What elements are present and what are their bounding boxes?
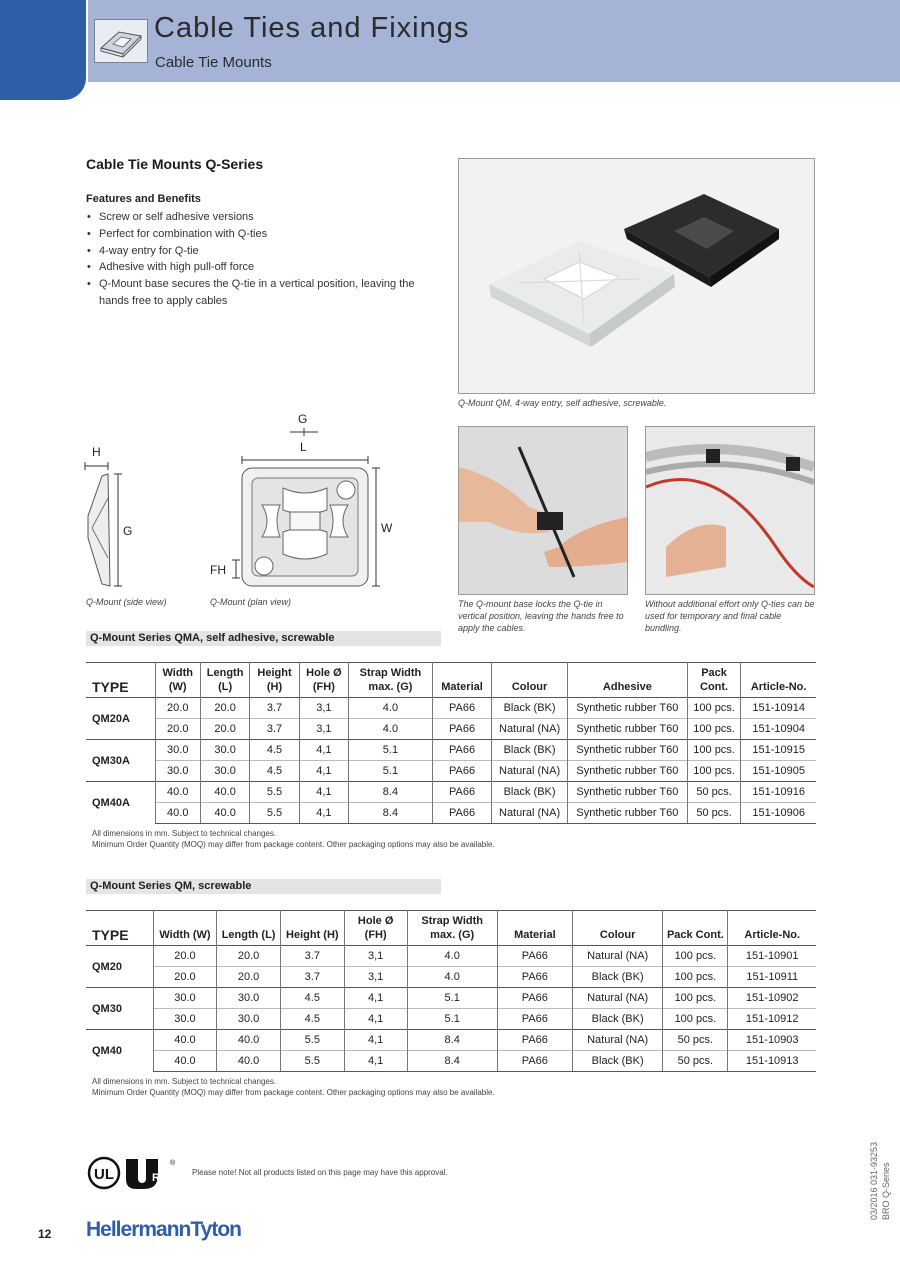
table-row — [86, 988, 816, 1009]
cell: 20.0 — [153, 946, 216, 967]
table-row — [86, 740, 816, 761]
cell: 100 pcs. — [663, 1009, 728, 1030]
cell: Black (BK) — [492, 698, 568, 719]
cell: 151-10901 — [728, 946, 816, 967]
ul-logo-text: UL — [94, 1166, 114, 1183]
cell: 8.4 — [407, 1030, 497, 1051]
cable-tie-mount-icon — [94, 19, 148, 63]
plan-view-diagram — [228, 420, 388, 600]
cell: Synthetic rubber T60 — [567, 740, 687, 761]
cell: 5.5 — [250, 782, 299, 803]
cell: 30.0 — [200, 740, 249, 761]
col-width: Width (W) — [153, 911, 216, 946]
cell: 20.0 — [155, 698, 200, 719]
cell: PA66 — [497, 946, 572, 967]
note-line: Minimum Order Quantity (MOQ) may differ from package content. Other packaging options may also be available. — [92, 840, 495, 849]
cell: 5.1 — [407, 988, 497, 1009]
table-row — [86, 967, 816, 988]
type-cell: QM40A — [86, 782, 155, 824]
cell: PA66 — [497, 1051, 572, 1072]
cell: 100 pcs. — [687, 698, 740, 719]
type-cell: QM40 — [86, 1030, 153, 1072]
col-material: Material — [432, 663, 491, 698]
cell: 100 pcs. — [687, 761, 740, 782]
cell: PA66 — [432, 782, 491, 803]
cell: PA66 — [432, 803, 491, 824]
feature-item: • Q-Mount base secures the Q-tie in a vertical position, leaving the hands free to apply cables — [86, 276, 426, 310]
cell: 100 pcs. — [687, 740, 740, 761]
cell: 40.0 — [153, 1051, 216, 1072]
feature-item: • Perfect for combination with Q-ties — [86, 226, 426, 243]
cell: 151-10902 — [728, 988, 816, 1009]
cell: 4.0 — [407, 967, 497, 988]
cell: Black (BK) — [573, 1051, 663, 1072]
cell: 40.0 — [155, 803, 200, 824]
col-strap-width: Strap Width max. (G) — [349, 663, 433, 698]
label-g-top: G — [298, 412, 308, 426]
cell: 151-10906 — [741, 803, 816, 824]
cell: 4,1 — [344, 1009, 407, 1030]
cell: PA66 — [432, 761, 491, 782]
cell: PA66 — [497, 988, 572, 1009]
cell: 100 pcs. — [687, 719, 740, 740]
table2-title: Q-Mount Series QM, screwable — [86, 879, 441, 894]
cell: Natural (NA) — [573, 946, 663, 967]
cell: 30.0 — [200, 761, 249, 782]
table-row — [86, 719, 816, 740]
cell: 3,1 — [299, 719, 348, 740]
registered-mark: ® — [170, 1160, 176, 1167]
cell: 30.0 — [217, 988, 281, 1009]
cell: 4,1 — [344, 1051, 407, 1072]
hand-photo-right — [645, 426, 815, 595]
col-material: Material — [497, 911, 572, 946]
col-strap-width: Strap Width max. (G) — [407, 911, 497, 946]
cell: 3.7 — [250, 719, 299, 740]
col-type: TYPE — [92, 679, 129, 695]
side-view-caption: Q-Mount (side view) — [86, 597, 167, 607]
col-hole: Hole Ø (FH) — [299, 663, 348, 698]
cell: PA66 — [432, 719, 491, 740]
cell: Black (BK) — [573, 967, 663, 988]
note-line: All dimensions in mm. Subject to technical changes. — [92, 829, 277, 838]
features-title: Features and Benefits — [86, 193, 201, 205]
col-height: Height (H) — [280, 911, 344, 946]
cell: 5.1 — [349, 761, 433, 782]
cell: 4,1 — [299, 761, 348, 782]
cell: 5.1 — [407, 1009, 497, 1030]
col-height: Height (H) — [250, 663, 299, 698]
document-series: BRO Q-Series — [881, 1162, 891, 1220]
cell: 151-10912 — [728, 1009, 816, 1030]
cell: 8.4 — [407, 1051, 497, 1072]
cell: Black (BK) — [573, 1009, 663, 1030]
type-cell: QM20A — [86, 698, 155, 740]
hand-photo-right-caption: Without additional effort only Q-ties can be used for temporary and final cable bundling. — [645, 599, 815, 633]
cell: 151-10916 — [741, 782, 816, 803]
cell: Black (BK) — [492, 782, 568, 803]
cell: 8.4 — [349, 803, 433, 824]
table1-title: Q-Mount Series QMA, self adhesive, screwable — [86, 631, 441, 646]
cell: 3.7 — [280, 946, 344, 967]
cell: 50 pcs. — [663, 1030, 728, 1051]
cell: 4.0 — [349, 698, 433, 719]
cell: 30.0 — [153, 1009, 216, 1030]
ul-approval-logos — [86, 1155, 176, 1191]
cell: 50 pcs. — [687, 782, 740, 803]
cell: Synthetic rubber T60 — [567, 761, 687, 782]
feature-item: • 4-way entry for Q-tie — [86, 243, 426, 260]
cell: Synthetic rubber T60 — [567, 803, 687, 824]
cell: 50 pcs. — [663, 1051, 728, 1072]
col-pack: Pack Cont. — [687, 663, 740, 698]
table1-note — [92, 828, 495, 850]
cell: Synthetic rubber T60 — [567, 698, 687, 719]
page-title: Cable Ties and Fixings — [154, 12, 470, 44]
table1 — [86, 662, 816, 824]
label-g-side: G — [123, 524, 133, 538]
cell: 8.4 — [349, 782, 433, 803]
cell: Synthetic rubber T60 — [567, 719, 687, 740]
cell: 4.0 — [349, 719, 433, 740]
hand-photo-left-caption: The Q-mount base locks the Q-tie in vertical position, leaving the hands free to apply the cables. — [458, 599, 624, 633]
note-line: Minimum Order Quantity (MOQ) may differ from package content. Other packaging options may also be available. — [92, 1088, 495, 1097]
col-article: Article-No. — [741, 663, 816, 698]
col-adhesive: Adhesive — [567, 663, 687, 698]
type-cell: QM20 — [86, 946, 153, 988]
cell: 3.7 — [280, 967, 344, 988]
table-row — [86, 1051, 816, 1072]
cell: 151-10905 — [741, 761, 816, 782]
cell: 40.0 — [153, 1030, 216, 1051]
label-l: L — [300, 440, 307, 454]
col-pack: Pack Cont. — [663, 911, 728, 946]
document-code — [868, 1100, 891, 1220]
table-row — [86, 698, 816, 719]
cell: 30.0 — [153, 988, 216, 1009]
cell: 20.0 — [155, 719, 200, 740]
cell: 5.5 — [280, 1051, 344, 1072]
cell: 100 pcs. — [663, 946, 728, 967]
col-colour: Colour — [492, 663, 568, 698]
cell: PA66 — [497, 1009, 572, 1030]
cell: 50 pcs. — [687, 803, 740, 824]
table-row — [86, 761, 816, 782]
cell: PA66 — [497, 967, 572, 988]
product-photo-caption: Q-Mount QM, 4-way entry, self adhesive, screwable. — [458, 398, 667, 408]
label-h: H — [92, 445, 101, 459]
product-photo — [458, 158, 815, 394]
cell: 4.5 — [250, 761, 299, 782]
cell: 40.0 — [217, 1030, 281, 1051]
table2 — [86, 910, 816, 1072]
page-number: 12 — [38, 1227, 52, 1241]
type-cell: QM30A — [86, 740, 155, 782]
cell: 5.5 — [280, 1030, 344, 1051]
label-w: W — [381, 521, 393, 535]
plan-view-caption: Q-Mount (plan view) — [210, 597, 292, 607]
feature-item: • Adhesive with high pull-off force — [86, 259, 426, 276]
cell: 20.0 — [217, 946, 281, 967]
cell: Natural (NA) — [573, 988, 663, 1009]
cell: 30.0 — [155, 761, 200, 782]
cell: Synthetic rubber T60 — [567, 782, 687, 803]
cell: PA66 — [432, 740, 491, 761]
note-line: All dimensions in mm. Subject to technical changes. — [92, 1077, 277, 1086]
cell: 3,1 — [344, 946, 407, 967]
cell: 151-10903 — [728, 1030, 816, 1051]
cell: 40.0 — [217, 1051, 281, 1072]
cell: 4,1 — [299, 803, 348, 824]
type-cell: QM30 — [86, 988, 153, 1030]
col-width: Width (W) — [155, 663, 200, 698]
cell: 4,1 — [299, 740, 348, 761]
col-colour: Colour — [573, 911, 663, 946]
approval-note: Please note! Not all products listed on this page may have this approval. — [192, 1168, 448, 1177]
col-length: Length (L) — [200, 663, 249, 698]
cell: Natural (NA) — [492, 761, 568, 782]
cell: 3,1 — [299, 698, 348, 719]
cell: 30.0 — [155, 740, 200, 761]
cell: 40.0 — [200, 782, 249, 803]
cell: 151-10915 — [741, 740, 816, 761]
cell: 3.7 — [250, 698, 299, 719]
cell: 4.5 — [280, 1009, 344, 1030]
cell: Black (BK) — [492, 740, 568, 761]
table2-note — [92, 1076, 495, 1098]
section-title: Cable Tie Mounts Q-Series — [86, 156, 264, 172]
col-article: Article-No. — [728, 911, 816, 946]
cell: 20.0 — [200, 698, 249, 719]
cell: 4,1 — [344, 1030, 407, 1051]
cell: 4.0 — [407, 946, 497, 967]
cell: 100 pcs. — [663, 988, 728, 1009]
cell: 151-10904 — [741, 719, 816, 740]
cell: Natural (NA) — [573, 1030, 663, 1051]
features-list — [86, 209, 426, 310]
hellermanntyton-logo: HellermannTyton — [86, 1218, 241, 1241]
cell: 4.5 — [280, 988, 344, 1009]
cell: PA66 — [497, 1030, 572, 1051]
table-row — [86, 1009, 816, 1030]
table-row — [86, 803, 816, 824]
cell: 20.0 — [217, 967, 281, 988]
feature-item: • Screw or self adhesive versions — [86, 209, 426, 226]
cell: PA66 — [432, 698, 491, 719]
cell: 40.0 — [155, 782, 200, 803]
cell: 151-10913 — [728, 1051, 816, 1072]
table-row — [86, 1030, 816, 1051]
cell: 5.1 — [349, 740, 433, 761]
col-hole: Hole Ø (FH) — [344, 911, 407, 946]
table-row — [86, 946, 816, 967]
cell: 151-10914 — [741, 698, 816, 719]
cell: 20.0 — [153, 967, 216, 988]
page-subtitle: Cable Tie Mounts — [155, 54, 272, 71]
document-date-code: 03/2016 031-93253 — [869, 1141, 879, 1220]
cell: 5.5 — [250, 803, 299, 824]
table-row — [86, 782, 816, 803]
ur-logo-text: R — [152, 1172, 160, 1184]
cell: 30.0 — [217, 1009, 281, 1030]
cell: Natural (NA) — [492, 803, 568, 824]
hand-photo-left — [458, 426, 628, 595]
cell: 4.5 — [250, 740, 299, 761]
cell: 100 pcs. — [663, 967, 728, 988]
cell: 3,1 — [344, 967, 407, 988]
header-tab — [0, 0, 86, 100]
col-type: TYPE — [92, 927, 129, 943]
cell: 20.0 — [200, 719, 249, 740]
cell: 151-10911 — [728, 967, 816, 988]
col-length: Length (L) — [217, 911, 281, 946]
label-fh: FH — [210, 563, 226, 577]
cell: 4,1 — [344, 988, 407, 1009]
cell: Natural (NA) — [492, 719, 568, 740]
cell: 40.0 — [200, 803, 249, 824]
cell: 4,1 — [299, 782, 348, 803]
